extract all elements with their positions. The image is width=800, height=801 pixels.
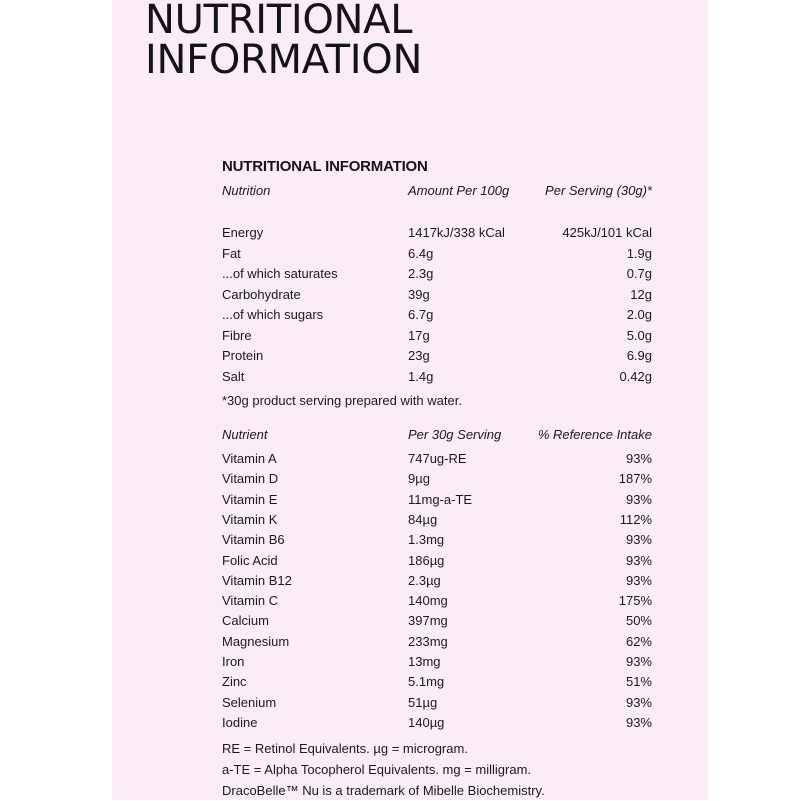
nutrition-per-serving: 1.9g [626, 245, 652, 261]
nutrition-row [222, 326, 652, 346]
nutrition-per100: 1.4g [408, 368, 434, 384]
nutrition-row [222, 244, 652, 264]
nutrient-reference-intake: 93% [625, 654, 652, 669]
nutrient-row [222, 632, 652, 652]
nutrition-row [222, 285, 652, 305]
nutrition-row [222, 346, 652, 366]
nutrient-name: Vitamin E [222, 491, 278, 507]
serving-note: *30g product serving prepared with water. [222, 393, 462, 408]
nutrient-name: Vitamin B6 [222, 532, 285, 548]
nutrition-row [222, 223, 652, 243]
nutrient-name: Selenium [222, 694, 277, 710]
nutrient-per-serving: 51µg [408, 694, 438, 710]
nutrition-table-header [222, 181, 652, 201]
nutrient-per-serving: 9µg [408, 471, 430, 487]
nutrient-row [222, 672, 652, 692]
nutrient-reference-intake: 187% [618, 471, 652, 487]
nutrition-header-name: Nutrition [222, 183, 271, 198]
nutrition-row [222, 367, 652, 387]
nutrition-name: Fibre [222, 327, 252, 343]
nutrition-per100: 2.3g [408, 266, 434, 281]
nutrition-per100: 39g [408, 286, 430, 302]
nutrition-per-serving: 0.7g [626, 266, 652, 281]
nutrient-name: Zinc [222, 674, 247, 690]
footer-note-3: DracoBelle™ Nu is a trademark of Mibelle Biochemistry. [222, 783, 545, 798]
nutrient-reference-intake: 93% [625, 532, 652, 548]
nutrition-per-serving: 425kJ/101 kCal [562, 225, 652, 240]
footer-note-1: RE = Retinol Equivalents. µg = microgram. [222, 741, 468, 756]
nutrient-name: Iodine [222, 714, 258, 730]
nutrient-header-per-serving: Per 30g Serving [408, 427, 502, 442]
nutrition-header-per100: Amount Per 100g [408, 183, 510, 198]
nutrition-per-serving: 5.0g [626, 327, 652, 343]
nutrition-name: Protein [222, 348, 264, 363]
nutrient-name: Folic Acid [222, 552, 278, 568]
nutrient-name: Calcium [222, 613, 269, 629]
nutrient-name: Vitamin K [222, 511, 278, 527]
nutrient-per-serving: 2.3µg [408, 572, 441, 588]
nutrition-per-serving: 2.0g [626, 307, 652, 322]
nutrition-row [222, 305, 652, 325]
nutrition-per100: 17g [408, 327, 430, 343]
nutrition-row [222, 264, 652, 284]
nutrient-reference-intake: 51% [625, 674, 652, 690]
nutrition-per-serving: 12g [630, 286, 652, 302]
nutrient-per-serving: 140µg [408, 714, 445, 730]
nutrient-row [222, 652, 652, 672]
nutrient-reference-intake: 112% [619, 511, 652, 527]
page-title [145, 0, 423, 83]
nutrient-row [222, 469, 652, 489]
nutrient-name: Vitamin C [222, 593, 279, 609]
nutrition-per-serving: 6.9g [626, 348, 652, 363]
nutrient-row [222, 611, 652, 631]
nutrient-name: Vitamin B12 [222, 572, 292, 588]
nutrient-row [222, 713, 652, 733]
page-title-line-1: NUTRITIONAL [145, 0, 413, 43]
nutrient-row [222, 693, 652, 713]
nutrition-per100: 1417kJ/338 kCal [408, 225, 505, 240]
nutrient-reference-intake: 50% [625, 613, 652, 629]
nutrient-row [222, 571, 652, 591]
nutrient-per-serving: 11mg-a-TE [408, 491, 473, 507]
nutrition-per100: 6.4g [408, 245, 434, 261]
nutrient-name: Vitamin A [222, 451, 277, 466]
nutrient-per-serving: 5.1mg [408, 674, 445, 690]
nutrient-name: Magnesium [222, 633, 290, 649]
nutrient-name: Vitamin D [222, 471, 279, 487]
nutrient-reference-intake: 93% [625, 572, 652, 588]
nutrient-per-serving: 140mg [408, 593, 448, 609]
nutrition-per100: 6.7g [408, 307, 434, 322]
nutrient-per-serving: 233mg [408, 633, 448, 649]
nutrition-header-per-serving: Per Serving (30g)* [545, 183, 652, 198]
nutrient-row [222, 591, 652, 611]
nutrient-row [222, 530, 652, 550]
nutrient-reference-intake: 93% [625, 491, 652, 507]
footer-note-2: a-TE = Alpha Tocopherol Equivalents. mg = milligram. [222, 762, 532, 777]
nutrition-name: Energy [222, 225, 264, 240]
nutrient-per-serving: 397mg [408, 613, 448, 629]
nutrient-row [222, 449, 652, 469]
nutrient-reference-intake: 62% [625, 633, 652, 649]
nutrition-name: Salt [222, 368, 245, 384]
nutrition-name: Fat [222, 245, 241, 261]
nutrient-reference-intake: 93% [625, 694, 652, 710]
nutrient-row [222, 551, 652, 571]
nutrient-per-serving: 84µg [408, 511, 438, 527]
nutrient-reference-intake: 93% [625, 714, 652, 730]
nutrient-reference-intake: 175% [618, 593, 652, 609]
footer-notes [222, 738, 545, 801]
nutrient-row [222, 490, 652, 510]
nutrition-name: ...of which saturates [222, 266, 338, 281]
nutrient-row [222, 510, 652, 530]
nutrient-header-reference-intake: % Reference Intake [537, 427, 652, 442]
nutrient-header-name: Nutrient [222, 427, 268, 442]
nutrient-per-serving: 1.3mg [408, 532, 445, 548]
nutrient-reference-intake: 93% [625, 451, 652, 466]
nutrient-per-serving: 186µg [408, 552, 445, 568]
page-title-line-2: INFORMATION [145, 37, 423, 83]
nutrition-per-serving: 0.42g [619, 368, 652, 384]
nutrient-name: Iron [222, 654, 245, 669]
nutrient-reference-intake: 93% [625, 552, 652, 568]
table-title: NUTRITIONAL INFORMATION [222, 158, 428, 175]
nutrition-name: Carbohydrate [222, 286, 301, 302]
nutrient-per-serving: 13mg [408, 654, 441, 669]
nutrition-name: ...of which sugars [222, 307, 324, 322]
nutrient-per-serving: 747ug-RE [408, 451, 467, 466]
nutrition-per100: 23g [408, 348, 430, 363]
nutrient-table-header [222, 425, 652, 445]
